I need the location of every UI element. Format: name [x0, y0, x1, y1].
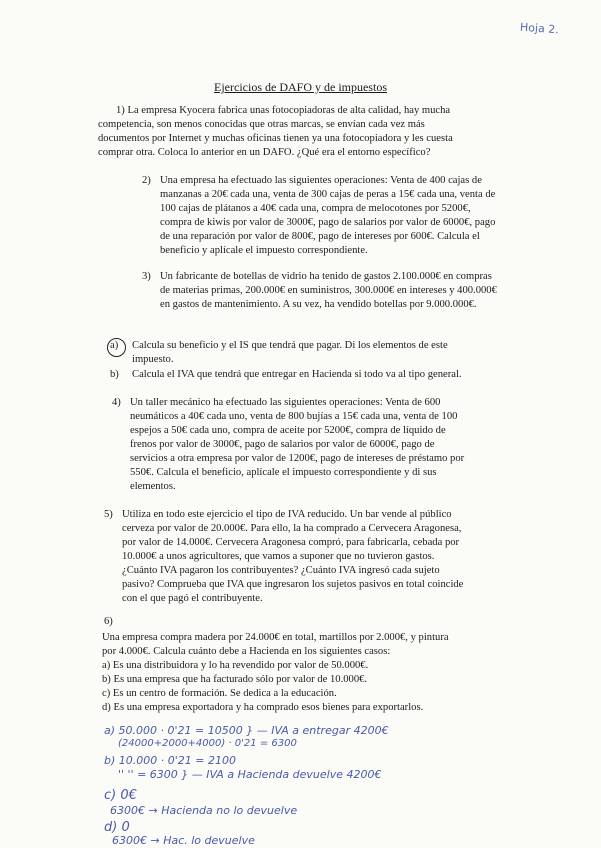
ex5-line: ¿Cuánto IVA pagaron los contribuyentes? ¿Cuánto IVA ingresó cada sujeto	[122, 565, 440, 576]
ex3-line: en gastos de mantenimiento. A su vez, ha vendido botellas por 9.000.000€.	[160, 299, 477, 310]
ex1-line: documentos por Internet y muchas oficinas tienen ya una fotocopiadora y les cuesta	[98, 133, 453, 144]
handwritten-answer-a: (24000+2000+4000) · 0'21 = 6300	[118, 738, 297, 749]
ex3-a-line: impuesto.	[132, 354, 174, 365]
ex4-line: servicios a otra empresa por valor de 1200€, pago de intereses de préstamo por	[130, 453, 465, 464]
exercise-5	[122, 508, 463, 606]
ex6-line: c) Es un centro de formación. Se dedica a la educación.	[102, 688, 337, 699]
ex3-line: de materias primas, 200.000€ en suministros, 300.000€ en intereses y 400.000€	[160, 285, 497, 296]
handwritten-answer-d: d) 0	[104, 820, 130, 835]
ex3-a-label: a)	[110, 340, 119, 351]
ex4-number: 4)	[112, 397, 121, 408]
ex5-line: cerveza por valor de 20.000€. Para ello, la ha comprado a Cervecera Aragonesa,	[122, 523, 462, 534]
ex2-number: 2)	[142, 175, 151, 186]
ex4-line: 550€. Calcula el beneficio, aplícale el impuesto correspondiente y di sus	[130, 467, 437, 478]
ex3-b-label: b)	[110, 369, 119, 380]
ex4-line: frenos por valor de 3000€, pago de salarios por valor de 6000€, pago de	[130, 439, 435, 450]
exercise-3	[160, 270, 497, 312]
ex5-line: con el que pagó el contribuyente.	[122, 593, 263, 604]
handwritten-answer-d: 6300€ → Hac. lo devuelve	[112, 834, 255, 847]
handwritten-answer-b: '' '' = 6300 } — IVA a Hacienda devuelve 4200€	[118, 768, 382, 781]
ex3-part-b	[132, 368, 462, 382]
ex5-line: pasivo? Comprueba que IVA que ingresaron los sujetos pasivos en total coincide	[122, 579, 464, 590]
exercise-6	[102, 631, 449, 715]
exercise-1	[98, 104, 453, 160]
ex6-line: d) Es una empresa exportadora y ha comprado esos bienes para exportarlos.	[102, 702, 424, 713]
handwritten-answer-b: b) 10.000 · 0'21 = 2100	[104, 754, 236, 767]
ex6-line: por 4.000€. Calcula cuánto debe a Hacienda en los siguientes casos:	[102, 646, 391, 657]
ex2-line: beneficio y aplícale el impuesto correspondiente.	[160, 245, 368, 256]
ex6-number: 6)	[104, 616, 113, 627]
handwritten-answer-c: 6300€ → Hacienda no lo devuelve	[110, 804, 298, 817]
exercise-4	[130, 396, 464, 494]
ex4-line: espejos a 50€ cada uno, compra de aceite por 5200€, compra de líquido de	[130, 425, 446, 436]
page-title: Ejercicios de DAFO y de impuestos	[214, 80, 387, 94]
ex2-line: manzanas a 20€ cada una, venta de 300 cajas de peras a 15€ cada una, venta de	[160, 189, 496, 200]
ex4-line: elementos.	[130, 481, 176, 492]
ex2-line: Una empresa ha efectuado las siguientes operaciones: Venta de 400 cajas de	[160, 175, 482, 186]
ex3-b-line: Calcula el IVA que tendrá que entregar en Hacienda si todo va al tipo general.	[132, 369, 462, 380]
ex6-line: Una empresa compra madera por 24.000€ en total, martillos por 2.000€, y pintura	[102, 632, 449, 643]
ex5-number: 5)	[104, 509, 113, 520]
ex3-a-line: Calcula su beneficio y el IS que tendrá que pagar. Di los elementos de este	[132, 340, 448, 351]
handwritten-answer-a: a) 50.000 · 0'21 = 10500 } — IVA a entregar 4200€	[104, 724, 389, 737]
ex1-line: comprar otra. Coloca lo anterior en un DAFO. ¿Qué era el entorno específico?	[98, 147, 431, 158]
ex5-line: 10.000€ a unos agricultores, que vamos a suponer que no tuvieron gastos.	[122, 551, 435, 562]
ex4-line: Un taller mecánico ha efectuado las siguientes operaciones: Venta de 600	[130, 397, 441, 408]
ex3-line: Un fabricante de botellas de vidrio ha tenido de gastos 2.100.000€ en compras	[160, 271, 492, 282]
ex3-number: 3)	[142, 271, 151, 282]
ex5-line: por valor de 14.000€. Cervecera Aragonesa compró, para fabricarla, cebada por	[122, 537, 460, 548]
ex2-line: de una reparación por valor de 800€, pago de intereses por 600€. Calcula el	[160, 231, 480, 242]
handwritten-answer-c: c) 0€	[104, 788, 137, 803]
sheet-label: Hoja 2.	[519, 20, 560, 37]
ex5-line: Utiliza en todo este ejercicio el tipo de IVA reducido. Un bar vende al público	[122, 509, 452, 520]
ex4-line: neumáticos a 40€ cada uno, venta de 800 bujías a 15€ cada una, venta de 100	[130, 411, 458, 422]
ex2-line: compra de kiwis por valor de 3000€, pago de salarios por valor de 6000€, pago	[160, 217, 496, 228]
ex3-part-a	[132, 339, 448, 367]
ex1-line: competencia, son menos conocidas que otras marcas, se envían cada vez más	[98, 119, 425, 130]
ex6-line: b) Es una empresa que ha facturado sólo por valor de 10.000€.	[102, 674, 368, 685]
ex2-line: 100 cajas de plátanos a 40€ cada una, compra de melocotones por 5200€,	[160, 203, 471, 214]
ex6-line: a) Es una distribuidora y lo ha revendido por valor de 50.000€.	[102, 660, 369, 671]
ex1-line: 1) La empresa Kyocera fabrica unas fotocopiadoras de alta calidad, hay mucha	[116, 105, 451, 116]
exercise-2	[160, 174, 495, 258]
